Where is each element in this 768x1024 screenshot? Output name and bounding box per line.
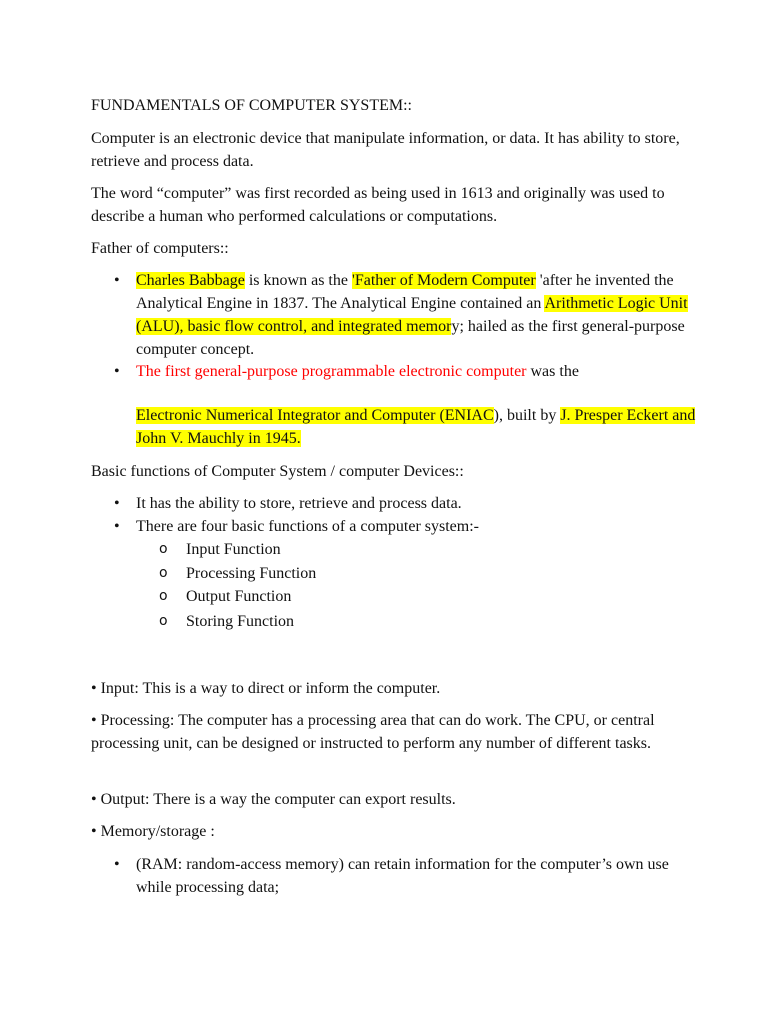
list-item-continuation: [136, 404, 696, 450]
input-paragraph: • Input: This is a way to direct or inform the computer.: [91, 680, 441, 697]
sub-list-item: [159, 610, 586, 633]
list-item-text: There are four basic functions of a computer system:-: [136, 518, 479, 535]
red-text: The first general-purpose programmable electronic computer: [136, 363, 527, 380]
highlight-name: Charles Babbage: [136, 272, 245, 289]
highlight-builders: J. Presper Eckert and John V. Mauchly in 1945.: [136, 407, 696, 447]
sub-list-item-text: Output Function: [186, 588, 292, 605]
text-span: 'after he invented the Analytical Engine in 1837. The Analytical Engine contained an: [136, 272, 674, 312]
bullet-icon: •: [114, 495, 120, 512]
list-item: [114, 269, 696, 361]
list-item: [114, 360, 696, 383]
circle-bullet-icon: o: [159, 565, 168, 581]
list-item-text: It has the ability to store, retrieve and process data.: [136, 495, 462, 512]
bullet-icon: •: [114, 363, 120, 380]
bullet-icon: •: [114, 272, 120, 289]
highlight-eniac: Electronic Numerical Integrator and Computer (ENIAC: [136, 407, 494, 424]
circle-bullet-icon: o: [159, 613, 168, 629]
list-item-text: (RAM: random-access memory) can retain information for the computer’s own use while processing data;: [136, 856, 669, 896]
sub-list-item-text: Input Function: [186, 541, 281, 558]
sub-list-item: [159, 538, 586, 561]
sub-list-item-text: Processing Function: [186, 565, 317, 582]
sub-list-item-text: Storing Function: [186, 613, 295, 630]
sub-list-item: [159, 585, 586, 608]
bullet-icon: •: [114, 518, 120, 535]
circle-bullet-icon: o: [159, 588, 168, 604]
father-heading: Father of computers::: [91, 240, 229, 257]
circle-bullet-icon: o: [159, 541, 168, 557]
processing-paragraph: • Processing: The computer has a processing area that can do work. The CPU, or central processing unit, can be designed or instructed to perform any number of different tasks.: [91, 712, 655, 752]
text-span: y; hailed as the first general-purpose computer concept.: [136, 318, 685, 358]
highlight-title: 'Father of Modern Computer: [351, 272, 536, 289]
list-item: [114, 515, 696, 538]
text-span: was the: [526, 363, 579, 380]
document-heading: FUNDAMENTALS OF COMPUTER SYSTEM::: [91, 97, 412, 114]
bullet-icon: •: [114, 856, 120, 873]
list-item: [114, 853, 696, 899]
list-item: [114, 492, 696, 515]
text-span: is known as the: [244, 272, 352, 289]
output-paragraph: • Output: There is a way the computer can export results.: [91, 791, 456, 808]
highlight-components: Arithmetic Logic Unit (ALU), basic flow control, and integrated memor: [136, 295, 688, 335]
text-span: ), built by: [493, 407, 561, 424]
word-origin-paragraph: The word “computer” was first recorded as being used in 1613 and originally was used to describe a human who performed calculations or computations.: [91, 185, 665, 225]
sub-list-item: [159, 562, 586, 585]
functions-heading: Basic functions of Computer System / computer Devices::: [91, 463, 464, 480]
definition-paragraph: Computer is an electronic device that manipulate information, or data. It has ability to store, retrieve and process data.: [91, 130, 680, 170]
memory-paragraph: • Memory/storage :: [91, 823, 215, 840]
